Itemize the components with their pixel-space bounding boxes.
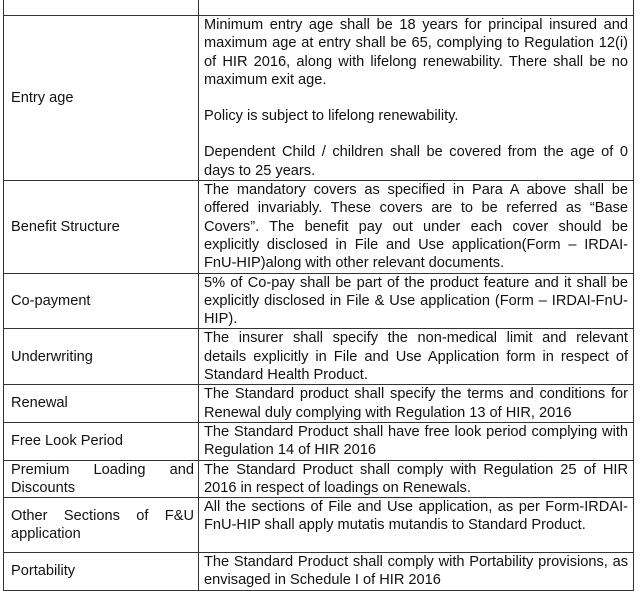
row-label-cell — [4, 181, 199, 273]
row-label-cell — [4, 16, 199, 181]
table-row — [4, 329, 634, 385]
free-look-period-text: The Standard Product shall have free look period complying with Regulation 14 of HIR 2016 — [204, 423, 628, 459]
row-label-cell — [4, 0, 199, 16]
row-label-entry-age: Entry age — [11, 89, 74, 106]
row-content-cell — [199, 498, 634, 553]
entry-age-paragraph-3: Dependent Child / children shall be covered from the age of 0 days to 25 years. — [204, 144, 628, 179]
row-label-cell — [4, 273, 199, 329]
row-label-free-look-period: Free Look Period — [11, 433, 123, 450]
entry-age-paragraph-1: Minimum entry age shall be 18 years for principal insured and maximum age at entry shall be 65, complying to Regulation 12(i) of HIR 2016, along with lifelong renewability. There shall be no maximum exit age. — [204, 17, 628, 88]
portability-text: The Standard Product shall comply with Portability provisions, as envisaged in Schedule I of HIR 2016 — [204, 554, 628, 589]
row-content-cell — [199, 329, 634, 385]
table-row — [4, 385, 634, 423]
co-payment-text: 5% of Co-pay shall be part of the product feature and it shall be explicitly disclosed in File & Use application (Form – IRDAI-FnU-HIP). — [204, 274, 628, 328]
row-label-co-payment: Co-payment — [11, 292, 91, 309]
table-row — [4, 422, 634, 460]
table-row — [4, 273, 634, 329]
row-label-benefit-structure: Benefit Structure — [11, 218, 120, 235]
row-content-cell — [199, 0, 634, 16]
table-row — [4, 16, 634, 181]
table-row — [4, 498, 634, 553]
row-label-cell — [4, 329, 199, 385]
row-content-cell — [199, 422, 634, 460]
row-content-cell — [199, 181, 634, 273]
table-row — [4, 460, 634, 498]
underwriting-text: The insurer shall specify the non-medical limit and relevant details explicitly in File and Use Application form in respect of Standard Health Product. — [204, 330, 628, 384]
other-sections-text: All the sections of File and Use application, as per Form-IRDAI-FnU-HIP shall apply mutatis mutandis to Standard Product. — [204, 499, 628, 534]
entry-age-paragraph-2: Policy is subject to lifelong renewability. — [204, 108, 459, 125]
benefit-structure-text: The mandatory covers as specified in Para A above shall be offered invariably. These covers are to be referred as “Base Covers”. The benefit pay out under each cover should be explicitly disclosed in File and Use application(Form – IRDAI-FnU-HIP)along with other relevant documents. — [204, 182, 628, 272]
row-content-cell — [199, 553, 634, 591]
row-content-cell — [199, 460, 634, 498]
row-label-cell — [4, 498, 199, 553]
row-label-cell — [4, 422, 199, 460]
row-label-cell — [4, 385, 199, 423]
table-row — [4, 0, 634, 16]
table-row — [4, 553, 634, 591]
row-content-cell — [199, 385, 634, 423]
premium-loading-text: The Standard Product shall comply with Regulation 25 of HIR 2016 in respect of loadings on Renewals. — [204, 461, 628, 496]
row-content-cell — [199, 16, 634, 181]
row-label-cell — [4, 553, 199, 591]
row-content-cell — [199, 273, 634, 329]
row-label-renewal: Renewal — [11, 395, 68, 412]
renewal-text: The Standard product shall specify the terms and conditions for Renewal duly complying with Regulation 13 of HIR, 2016 — [204, 386, 628, 421]
row-label-other-sections: Other Sections of F&U application — [11, 507, 194, 543]
table-row — [4, 181, 634, 273]
row-label-portability: Portability — [11, 563, 76, 580]
row-label-cell — [4, 460, 199, 498]
provisions-table — [3, 0, 634, 591]
row-label-underwriting: Underwriting — [11, 348, 93, 365]
row-label-premium-loading: Premium Loading and Discounts — [11, 461, 194, 496]
